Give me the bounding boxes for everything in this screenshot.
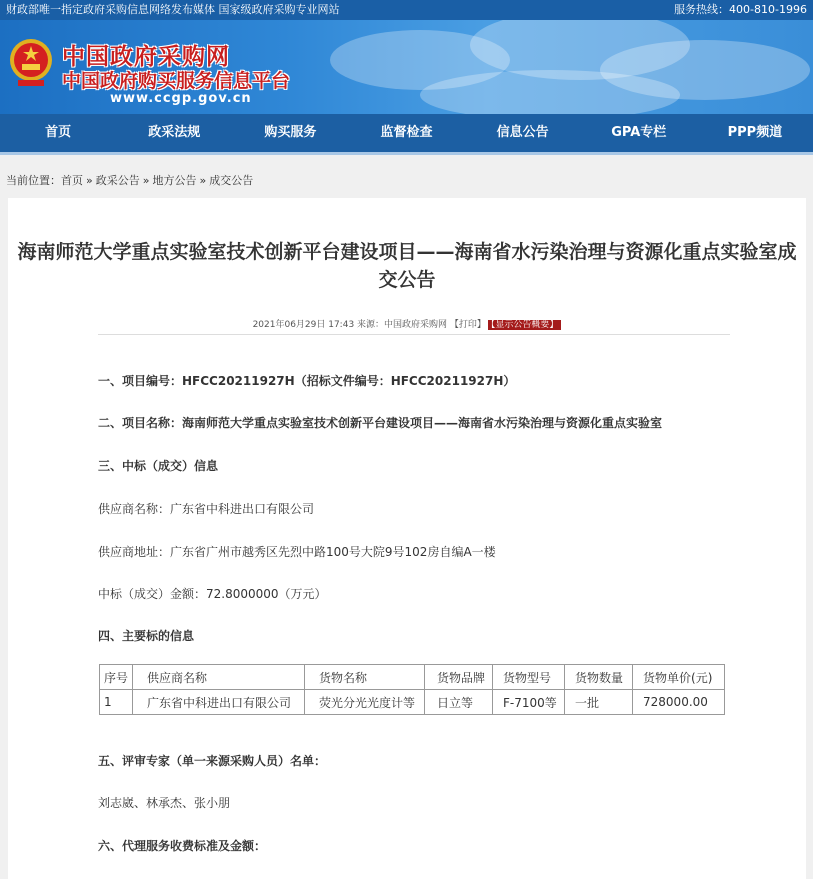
top-info-bar: [0, 0, 813, 20]
article-date-source: 2021年06月29日 17:43 来源：中国政府采购网 【打印】: [252, 320, 486, 330]
section-project-number: 一、项目编号：HFCC20211927H（招标文件编号：HFCC20211927H）: [98, 374, 516, 388]
table-header: 序号: [100, 665, 133, 690]
nav-announcements[interactable]: 信息公告: [496, 125, 549, 140]
logo-title[interactable]: 中国政府采购网: [62, 44, 230, 70]
section-award-info: 三、中标（成交）信息: [98, 459, 219, 473]
main-nav: [0, 114, 813, 152]
nav-regulations[interactable]: 政采法规: [148, 125, 201, 140]
breadcrumb-procurement[interactable]: 政采公告: [95, 174, 140, 187]
nav-supervision[interactable]: 监督检查: [380, 125, 433, 140]
table-header: 货物型号: [493, 665, 565, 690]
nav-gpa[interactable]: GPA专栏: [611, 125, 667, 140]
table-cell: 一批: [565, 690, 633, 715]
nav-underline: [0, 152, 813, 155]
logo-subtitle: 中国政府购买服务信息平台: [62, 70, 291, 92]
title-divider: [98, 334, 730, 335]
table-cell: 广东省中科进出口有限公司: [133, 690, 305, 715]
table-cell: 1: [100, 690, 133, 715]
nav-purchase-service[interactable]: 购买服务: [264, 125, 317, 140]
expert-names: 刘志崴、林承杰、张小朋: [98, 796, 231, 810]
table-cell: 荧光分光光度计等: [305, 690, 425, 715]
breadcrumb-local[interactable]: 地方公告: [152, 174, 197, 187]
breadcrumb-deal[interactable]: 成交公告: [209, 174, 254, 187]
table-header: 货物数量: [565, 665, 633, 690]
goods-table: [99, 664, 725, 715]
article-meta: [8, 317, 806, 330]
nav-home[interactable]: 首页: [45, 125, 72, 140]
breadcrumb-label: 当前位置：: [6, 174, 61, 187]
table-header: 供应商名称: [133, 665, 305, 690]
article-title: 海南师范大学重点实验室技术创新平台建设项目——海南省水污染治理与资源化重点实验室成交公告: [17, 241, 797, 291]
logo-url: www.ccgp.gov.cn: [110, 91, 252, 106]
site-slogan: 财政部唯一指定政府采购信息网络发布媒体 国家级政府采购专业网站: [6, 3, 340, 16]
site-banner: [0, 20, 813, 114]
breadcrumb-separator: »: [86, 174, 93, 187]
breadcrumb-home[interactable]: 首页: [61, 174, 83, 187]
table-header: 货物名称: [305, 665, 425, 690]
breadcrumb: [6, 172, 253, 188]
supplier-name: 供应商名称：广东省中科进出口有限公司: [98, 502, 315, 516]
show-summary-button[interactable]: 【显示公告概要】: [488, 320, 562, 330]
breadcrumb-separator: »: [142, 174, 150, 187]
table-header: 货物品牌: [425, 665, 493, 690]
section-experts: 五、评审专家（单一来源采购人员）名单：: [98, 754, 327, 768]
section-main-items: 四、主要标的信息: [98, 629, 195, 643]
award-amount: 中标（成交）金额：72.8000000（万元）: [98, 587, 327, 601]
table-row: [100, 690, 725, 715]
table-cell: 728000.00: [633, 690, 725, 715]
supplier-address: 供应商地址：广东省广州市越秀区先烈中路100号大院9号102房自编A一楼: [98, 545, 496, 559]
section-agency-fee: 六、代理服务收费标准及金额：: [98, 839, 267, 853]
service-hotline: 服务热线：400-810-1996: [674, 3, 807, 16]
table-header-row: [100, 665, 725, 690]
table-cell: F-7100等: [493, 690, 565, 715]
article-container: [8, 198, 806, 879]
table-cell: 日立等: [425, 690, 493, 715]
breadcrumb-separator: »: [199, 174, 207, 187]
section-project-name: 二、项目名称：海南师范大学重点实验室技术创新平台建设项目——海南省水污染治理与资源化重点实验室: [98, 416, 663, 430]
national-emblem-icon: [8, 36, 54, 88]
table-header: 货物单价(元): [633, 665, 725, 690]
nav-ppp[interactable]: PPP频道: [727, 125, 783, 140]
